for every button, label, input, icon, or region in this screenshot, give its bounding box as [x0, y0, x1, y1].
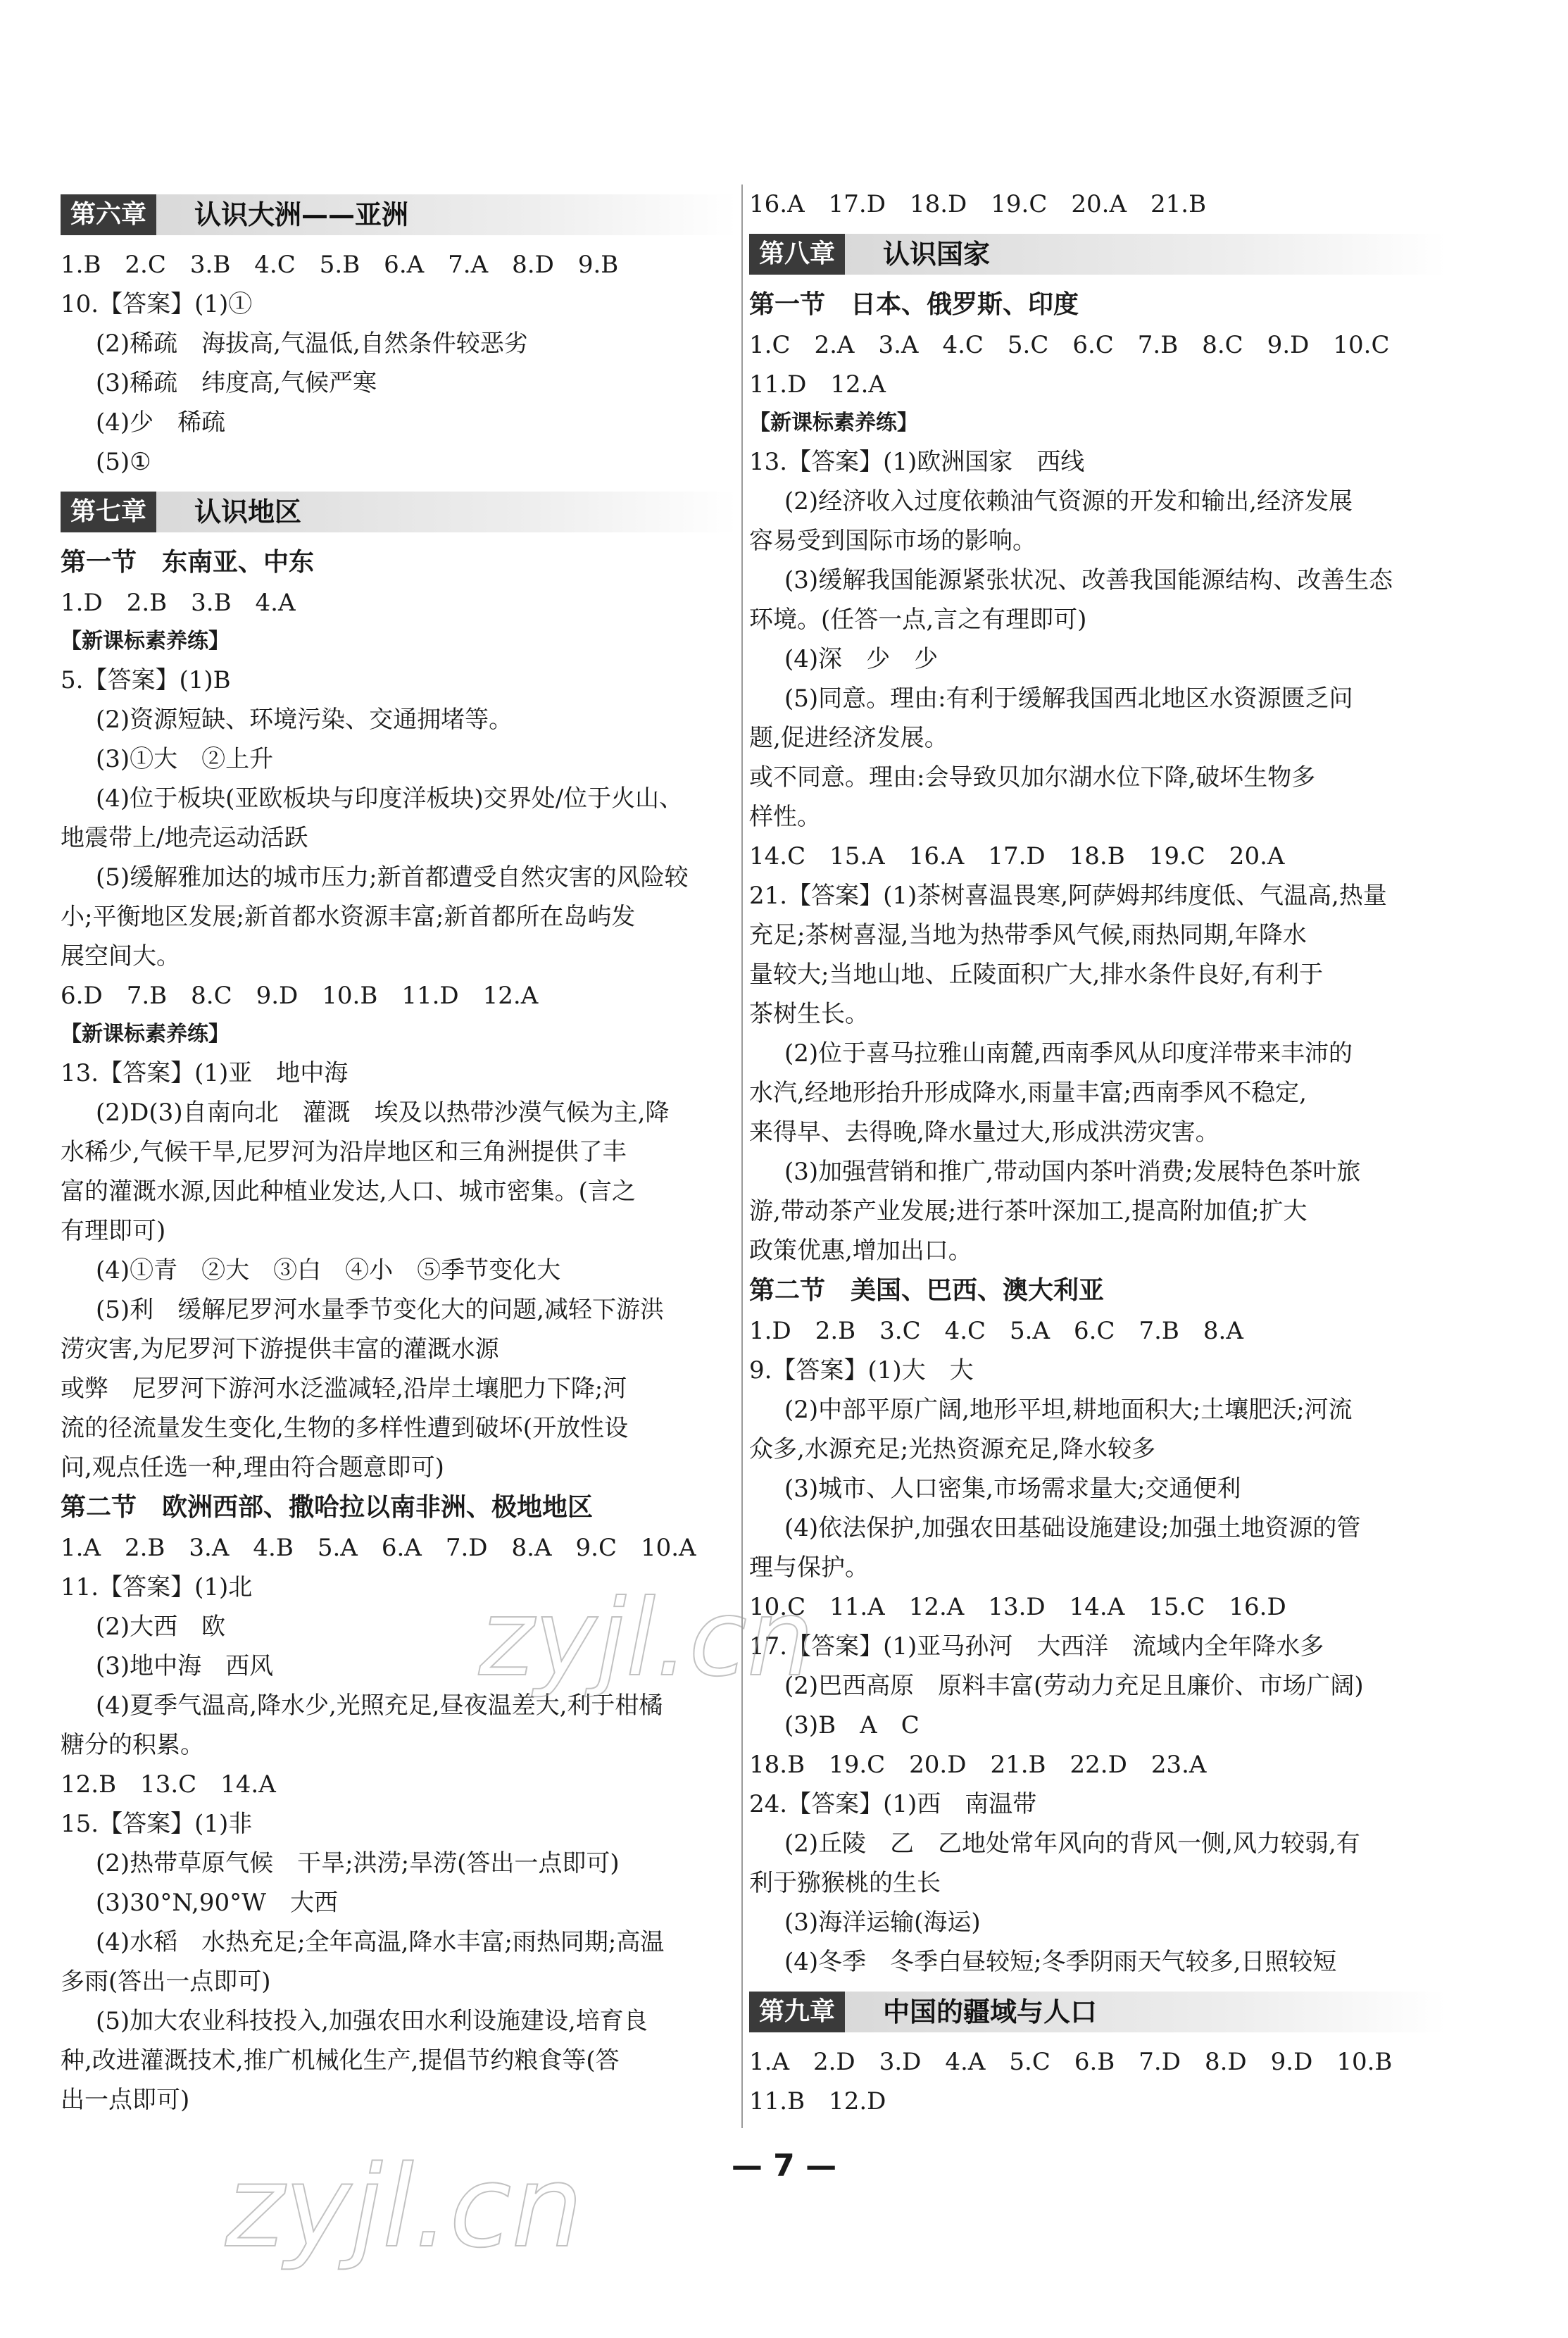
watermark-logo: zyjl.cn: [479, 1577, 815, 1700]
chapter-header: [61, 492, 736, 532]
left-column: [61, 185, 736, 2120]
answer-line: 14.C 15.A 16.A 17.D 18.B 19.C 20.A: [749, 842, 1285, 870]
answer-line: (5)加大农业科技投入,加强农田水利设施建设,培育良: [96, 2007, 648, 2035]
answer-line: 有理即可): [61, 1217, 166, 1245]
answer-line: 13.【答案】(1)欧洲国家 西线: [749, 448, 1085, 476]
chapter-header: [749, 234, 1446, 275]
answer-line: (3)海洋运输(海运): [784, 1908, 981, 1937]
answer-line: (5)同意。理由:有利于缓解我国西北地区水资源匮乏问: [784, 684, 1353, 713]
answer-line: 理与保护。: [749, 1554, 869, 1582]
answer-line: 1.B 2.C 3.B 4.C 5.B 6.A 7.A 8.D 9.B: [61, 251, 619, 279]
answer-line: (3)稀疏 纬度高,气候严寒: [96, 369, 377, 397]
answer-line: (2)大西 欧: [96, 1613, 226, 1641]
answer-line: (4)依法保护,加强农田基础设施建设;加强土地资源的管: [784, 1514, 1361, 1542]
answer-line: 24.【答案】(1)西 南温带: [749, 1790, 1037, 1818]
answer-line: 游,带动茶产业发展;进行茶叶深加工,提高附加值;扩大: [749, 1197, 1307, 1225]
answer-line: 水稀少,气候干旱,尼罗河为沿岸地区和三角洲提供了丰: [61, 1138, 627, 1166]
practice-tag: 【新课标素养练】: [61, 629, 230, 654]
answer-line: 16.A 17.D 18.D 19.C 20.A 21.B: [749, 190, 1207, 218]
answer-line: 利于猕猴桃的生长: [749, 1869, 941, 1897]
answer-line: 小;平衡地区发展;新首都水资源丰富;新首都所在岛屿发: [61, 903, 636, 931]
answer-line: (4)①青 ②大 ③白 ④小 ⑤季节变化大: [96, 1256, 561, 1284]
section-heading: 第一节 东南亚、中东: [61, 548, 315, 577]
answer-line: 涝灾害,为尼罗河下游提供丰富的灌溉水源: [61, 1335, 499, 1363]
answer-line: 1.C 2.A 3.A 4.C 5.C 6.C 7.B 8.C 9.D 10.C: [749, 331, 1390, 359]
answer-line: 17.【答案】(1)亚马孙河 大西洋 流域内全年降水多: [749, 1632, 1324, 1661]
answer-line: 出一点即可): [61, 2086, 190, 2114]
answer-line: 1.D 2.B 3.B 4.A: [61, 589, 296, 617]
answer-line: 茶树生长。: [749, 1000, 869, 1028]
answer-line: (4)冬季 冬季白昼较短;冬季阴雨天气较多,日照较短: [784, 1948, 1337, 1976]
answer-line: 11.【答案】(1)北: [61, 1573, 253, 1601]
answer-line: (4)位于板块(亚欧板块与印度洋板块)交界处/位于火山、: [96, 784, 684, 813]
answer-line: 21.【答案】(1)茶树喜温畏寒,阿萨姆邦纬度低、气温高,热量: [749, 882, 1387, 910]
chapter-number: 第七章: [61, 492, 156, 532]
answer-line: (5)利 缓解尼罗河水量季节变化大的问题,减轻下游洪: [96, 1296, 664, 1324]
page-number: — 7 —: [731, 2148, 837, 2184]
answer-line: 11.B 12.D: [749, 2087, 886, 2115]
answer-line: 6.D 7.B 8.C 9.D 10.B 11.D 12.A: [61, 982, 539, 1010]
answer-line: 9.【答案】(1)大 大: [749, 1356, 974, 1384]
answer-line: 12.B 13.C 14.A: [61, 1770, 276, 1799]
answer-line: 流的径流量发生变化,生物的多样性遭到破坏(开放性设: [61, 1414, 629, 1442]
chapter-title: 认识大洲——亚洲: [194, 199, 409, 230]
answer-line: (2)热带草原气候 干旱;洪涝;旱涝(答出一点即可): [96, 1849, 620, 1877]
watermark-logo: zyjl.cn: [225, 2141, 583, 2273]
answer-line: (3)地中海 西风: [96, 1652, 274, 1680]
answer-line: 来得早、去得晚,降水量过大,形成洪涝灾害。: [749, 1118, 1219, 1146]
answer-line: 1.A 2.D 3.D 4.A 5.C 6.B 7.D 8.D 9.D 10.B: [749, 2048, 1393, 2076]
answer-line: 11.D 12.A: [749, 370, 886, 399]
answer-line: 1.D 2.B 3.C 4.C 5.A 6.C 7.B 8.A: [749, 1317, 1243, 1345]
answer-line: (3)30°N,90°W 大西: [96, 1889, 339, 1917]
answer-line: (3)①大 ②上升: [96, 745, 274, 773]
practice-tag: 【新课标素养练】: [61, 1022, 230, 1046]
answer-line: (5)①: [96, 448, 151, 476]
chapter-header: [61, 194, 736, 235]
answer-line: 10.C 11.A 12.A 13.D 14.A 15.C 16.D: [749, 1593, 1286, 1621]
answer-line: 众多,水源充足;光热资源充足,降水较多: [749, 1435, 1156, 1463]
chapter-title: 认识地区: [194, 496, 302, 527]
answer-line: (2)稀疏 海拔高,气温低,自然条件较恶劣: [96, 330, 528, 358]
answer-line: 5.【答案】(1)B: [61, 666, 231, 694]
answer-line: (2)经济收入过度依赖油气资源的开发和输出,经济发展: [784, 487, 1353, 515]
answer-line: 量较大;当地山地、丘陵面积广大,排水条件良好,有利于: [749, 961, 1324, 989]
answer-line: (3)加强营销和推广,带动国内茶叶消费;发展特色茶叶旅: [784, 1158, 1361, 1186]
answer-line: 10.【答案】(1)①: [61, 290, 253, 318]
answer-line: 15.【答案】(1)非: [61, 1810, 253, 1838]
answer-line: (3)缓解我国能源紧张状况、改善我国能源结构、改善生态: [784, 566, 1393, 594]
answer-line: (3)城市、人口密集,市场需求量大;交通便利: [784, 1475, 1241, 1503]
answer-line: 1.A 2.B 3.A 4.B 5.A 6.A 7.D 8.A 9.C 10.A: [61, 1534, 696, 1562]
answer-line: 18.B 19.C 20.D 21.B 22.D 23.A: [749, 1751, 1207, 1779]
right-column: [749, 185, 1446, 2121]
answer-line: 题,促进经济发展。: [749, 724, 948, 752]
chapter-number: 第六章: [61, 194, 156, 235]
chapter-number: 第九章: [749, 1992, 845, 2032]
answer-line: 水汽,经地形抬升形成降水,雨量丰富;西南季风不稳定,: [749, 1079, 1307, 1107]
answer-line: 地震带上/地壳运动活跃: [61, 824, 308, 852]
answer-line: (5)缓解雅加达的城市压力;新首都遭受自然灾害的风险较: [96, 863, 689, 892]
answer-line: (4)水稻 水热充足;全年高温,降水丰富;雨热同期;高温: [96, 1928, 665, 1956]
chapter-title: 中国的疆域与人口: [883, 1996, 1098, 2027]
answer-line: (4)深 少 少: [784, 645, 939, 673]
chapter-number: 第八章: [749, 234, 845, 275]
answer-line: (2)中部平原广阔,地形平坦,耕地面积大;土壤肥沃;河流: [784, 1396, 1353, 1424]
answer-line: 充足;茶树喜湿,当地为热带季风气候,雨热同期,年降水: [749, 921, 1307, 949]
section-heading: 第二节 美国、巴西、澳大利亚: [749, 1276, 1105, 1305]
answer-line: 13.【答案】(1)亚 地中海: [61, 1059, 349, 1087]
answer-line: 多雨(答出一点即可): [61, 1968, 271, 1996]
answer-line: (4)少 稀疏: [96, 408, 226, 437]
answer-line: (2)巴西高原 原料丰富(劳动力充足且廉价、市场广阔): [784, 1672, 1364, 1700]
answer-line: (4)夏季气温高,降水少,光照充足,昼夜温差大,利于柑橘: [96, 1692, 663, 1720]
answer-line: 展空间大。: [61, 942, 180, 970]
answer-line: 问,观点任选一种,理由符合题意即可): [61, 1454, 444, 1482]
chapter-title: 认识国家: [883, 239, 991, 270]
answer-line: 或不同意。理由:会导致贝加尔湖水位下降,破坏生物多: [749, 763, 1316, 792]
answer-line: (2)位于喜马拉雅山南麓,西南季风从印度洋带来丰沛的: [784, 1039, 1353, 1068]
answer-line: 糖分的积累。: [61, 1731, 204, 1759]
section-heading: 第二节 欧洲西部、撒哈拉以南非洲、极地地区: [61, 1493, 594, 1522]
answer-line: 种,改进灌溉技术,推广机械化生产,提倡节约粮食等(答: [61, 2046, 620, 2075]
answer-line: 富的灌溉水源,因此种植业发达,人口、城市密集。(言之: [61, 1177, 636, 1206]
answer-line: (2)资源短缺、环境污染、交通拥堵等。: [96, 706, 513, 734]
answer-line: 容易受到国际市场的影响。: [749, 527, 1036, 555]
chapter-header: [749, 1992, 1446, 2032]
practice-tag: 【新课标素养练】: [749, 411, 918, 435]
answer-line: 样性。: [749, 803, 821, 831]
answer-line: 环境。(任答一点,言之有理即可): [749, 606, 1087, 634]
answer-line: 或弊 尼罗河下游河水泛滥减轻,沿岸土壤肥力下降;河: [61, 1375, 627, 1403]
answer-line: 政策优惠,增加出口。: [749, 1237, 972, 1265]
answer-line: (3)B A C: [784, 1711, 920, 1739]
answer-line: (2)丘陵 乙 乙地处常年风向的背风一侧,风力较弱,有: [784, 1830, 1360, 1858]
section-heading: 第一节 日本、俄罗斯、印度: [749, 290, 1079, 319]
answer-line: (2)D(3)自南向北 灌溉 埃及以热带沙漠气候为主,降: [96, 1099, 670, 1127]
column-divider: [741, 185, 743, 2128]
